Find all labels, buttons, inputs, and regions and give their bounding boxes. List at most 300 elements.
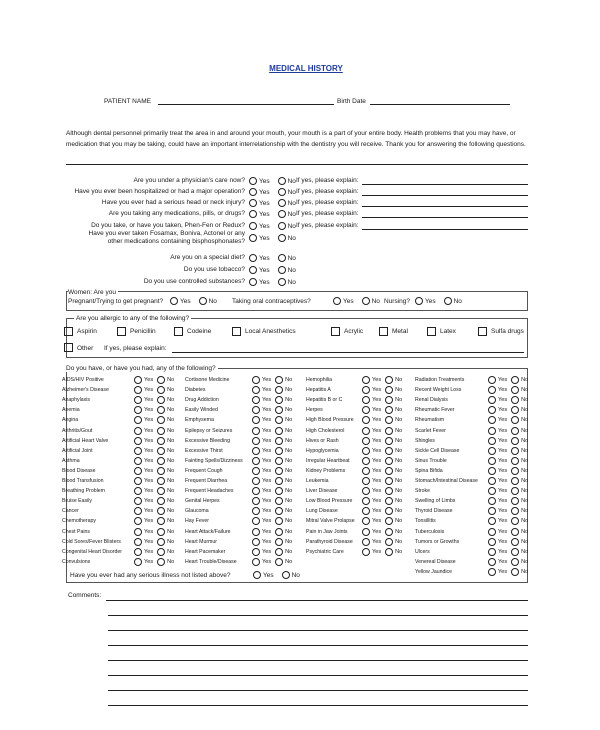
condition-1-9-no-radio[interactable] [275,467,283,475]
condition-1-6-no-radio[interactable] [275,437,283,445]
allergy-0-checkbox[interactable] [64,327,73,336]
condition-1-0-yes-radio[interactable] [252,376,260,384]
condition-1-8-yes-radio[interactable] [252,457,260,465]
comment-line[interactable] [108,630,528,631]
comment-line[interactable] [108,690,528,691]
condition-2-2-yes-radio[interactable] [362,396,370,404]
condition-1-16-no-radio[interactable] [275,538,283,546]
condition-1-3-options [252,406,292,414]
condition-0-11-yes-radio[interactable] [134,487,142,495]
condition-0-18-options [134,558,174,566]
yes-label: Yes [372,488,382,495]
condition-2-9-no-radio[interactable] [385,467,393,475]
allergy-4-checkbox[interactable] [331,327,340,336]
condition-0-7-no-radio[interactable] [157,447,165,455]
condition-2-5-options [362,427,402,435]
condition-3-1-no-radio[interactable] [511,386,519,394]
condition-1-14-yes-radio[interactable] [252,517,260,525]
condition-1-12-no-radio[interactable] [275,497,283,505]
condition-2-12-yes-radio[interactable] [362,497,370,505]
condition-2-13-no-radio[interactable] [385,507,393,515]
condition-0-1-options [134,386,174,394]
condition-1-10-options [252,477,292,485]
condition-3-0-yes-radio[interactable] [488,376,496,384]
condition-2-16-yes-radio[interactable] [362,538,370,546]
comment-line[interactable] [108,645,528,646]
allergy-2-checkbox[interactable] [174,327,183,336]
condition-0-4-no-radio[interactable] [157,416,165,424]
condition-2-3-no-radio[interactable] [385,406,393,414]
condition-label: Glaucoma [185,508,209,515]
yes-label: Yes [259,222,270,230]
condition-2-15-yes-radio[interactable] [362,528,370,536]
condition-0-10-yes-radio[interactable] [134,477,142,485]
condition-label: Scarlet Fever [415,427,446,434]
no-label: No [395,407,403,414]
condition-3-17-no-radio[interactable] [511,548,519,556]
pregnant-yes-radio[interactable] [170,297,178,305]
condition-label: Epilepsy or Seizures [185,427,233,434]
no-label: No [285,387,293,394]
contraceptives-no-radio[interactable] [362,297,370,305]
condition-3-12-yes-radio[interactable] [488,497,496,505]
condition-1-15-yes-radio[interactable] [252,528,260,536]
condition-3-6-options [488,437,528,445]
condition-3-10-no-radio[interactable] [511,477,519,485]
nursing-no-radio[interactable] [444,297,452,305]
condition-3-7-no-radio[interactable] [511,447,519,455]
condition-2-6-yes-radio[interactable] [362,437,370,445]
allergy-other-checkbox[interactable] [64,343,73,352]
condition-label: Stomach/Intestinal Disease [415,478,478,484]
condition-label: Frequent Diarrhea [185,478,228,484]
no-label: No [285,447,293,454]
condition-2-16-no-radio[interactable] [385,538,393,546]
condition-2-17-yes-radio[interactable] [362,548,370,556]
condition-label: Cold Sores/Fever Blisters [62,538,121,545]
yes-label: Yes [498,538,508,545]
condition-3-0-no-radio[interactable] [511,376,519,384]
condition-3-3-yes-radio[interactable] [488,406,496,414]
condition-3-13-no-radio[interactable] [511,507,519,515]
condition-3-10-yes-radio[interactable] [488,477,496,485]
condition-3-2-no-radio[interactable] [511,396,519,404]
condition-label: Stroke [415,488,430,495]
condition-3-15-no-radio[interactable] [511,528,519,536]
condition-1-11-no-radio[interactable] [275,487,283,495]
condition-label: Swelling of Limbs [415,498,456,505]
condition-3-15-options [488,528,528,536]
condition-label: Spina Bifida [415,467,443,474]
condition-1-15-no-radio[interactable] [275,528,283,536]
condition-0-6-no-radio[interactable] [157,437,165,445]
condition-3-6-yes-radio[interactable] [488,437,496,445]
condition-0-18-yes-radio[interactable] [134,558,142,566]
condition-label: Tuberculosis [415,528,445,535]
condition-2-6-no-radio[interactable] [385,437,393,445]
condition-0-8-yes-radio[interactable] [134,457,142,465]
no-label: No [395,478,403,484]
condition-3-9-yes-radio[interactable] [488,467,496,475]
condition-label: Blood Disease [62,467,96,474]
patient-name-field[interactable] [158,104,334,105]
condition-1-10-yes-radio[interactable] [252,477,260,485]
condition-label: Congenital Heart Disorder [62,548,122,555]
condition-2-0-yes-radio[interactable] [362,376,370,384]
allergy-6-checkbox[interactable] [427,327,436,336]
question-2-yes-radio[interactable] [249,199,257,207]
condition-0-0-no-radio[interactable] [157,376,165,384]
condition-0-5-yes-radio[interactable] [134,427,142,435]
question-7-no-radio[interactable] [278,266,286,274]
allergy-4-label: Acrylic [344,328,364,335]
condition-2-8-no-radio[interactable] [385,457,393,465]
condition-2-7-yes-radio[interactable] [362,447,370,455]
pregnant-options [170,297,217,305]
allergy-other-explain-label: If yes, please explain: [104,345,167,352]
condition-3-11-no-radio[interactable] [511,487,519,495]
no-label: No [167,558,175,565]
question-7-yes-radio[interactable] [249,266,257,274]
condition-3-8-yes-radio[interactable] [488,457,496,465]
condition-3-4-yes-radio[interactable] [488,416,496,424]
question-8-yes-radio[interactable] [249,278,257,286]
condition-2-14-no-radio[interactable] [385,517,393,525]
condition-3-3-no-radio[interactable] [511,406,519,414]
condition-1-1-yes-radio[interactable] [252,386,260,394]
condition-2-15-no-radio[interactable] [385,528,393,536]
condition-label: Shingles [415,437,435,444]
condition-1-7-yes-radio[interactable] [252,447,260,455]
condition-1-7-no-radio[interactable] [275,447,283,455]
condition-3-14-yes-radio[interactable] [488,517,496,525]
condition-2-0-no-radio[interactable] [385,376,393,384]
condition-2-13-yes-radio[interactable] [362,507,370,515]
condition-2-5-yes-radio[interactable] [362,427,370,435]
pregnant-question: Pregnant/Trying to get pregnant? [68,298,164,305]
condition-3-19-no-radio[interactable] [511,568,519,576]
condition-0-16-options [134,538,174,546]
no-label: No [167,538,175,545]
condition-0-9-yes-radio[interactable] [134,467,142,475]
yes-label: Yes [262,387,272,394]
yes-label: Yes [144,417,154,424]
allergy-3-checkbox[interactable] [232,327,241,336]
yes-label: Yes [262,548,272,555]
condition-0-5-no-radio[interactable] [157,427,165,435]
question-4-no-radio[interactable] [278,222,286,230]
yes-label: Yes [144,387,154,394]
condition-3-6-no-radio[interactable] [511,437,519,445]
no-label: No [285,397,293,404]
condition-label: Heart Trouble/Disease [185,558,237,565]
condition-0-14-no-radio[interactable] [157,517,165,525]
condition-3-5-yes-radio[interactable] [488,427,496,435]
condition-0-4-yes-radio[interactable] [134,416,142,424]
condition-3-19-yes-radio[interactable] [488,568,496,576]
condition-1-13-no-radio[interactable] [275,507,283,515]
no-label: No [521,498,529,505]
comment-line[interactable] [108,705,528,706]
yes-label: Yes [262,467,272,474]
contraceptives-yes-radio[interactable] [333,297,341,305]
condition-3-17-yes-radio[interactable] [488,548,496,556]
condition-1-12-yes-radio[interactable] [252,497,260,505]
condition-2-6-options [362,437,402,445]
no-label: No [285,437,293,444]
condition-0-15-no-radio[interactable] [157,528,165,536]
comment-line[interactable] [108,660,528,661]
condition-0-3-yes-radio[interactable] [134,406,142,414]
condition-label: Mitral Valve Prolapse [306,518,355,525]
question-0-yes-radio[interactable] [249,177,257,185]
question-0-no-radio[interactable] [278,177,286,185]
condition-0-1-no-radio[interactable] [157,386,165,394]
condition-0-17-yes-radio[interactable] [134,548,142,556]
allergy-1-checkbox[interactable] [117,327,126,336]
condition-1-5-no-radio[interactable] [275,427,283,435]
condition-0-16-no-radio[interactable] [157,538,165,546]
condition-1-4-no-radio[interactable] [275,416,283,424]
nursing-yes-radio[interactable] [415,297,423,305]
question-0-explain-field[interactable] [362,184,528,185]
condition-0-1-yes-radio[interactable] [134,386,142,394]
question-5-options [249,234,296,242]
condition-3-11-yes-radio[interactable] [488,487,496,495]
no-label: No [521,407,529,414]
question-1-yes-radio[interactable] [249,188,257,196]
condition-0-9-no-radio[interactable] [157,467,165,475]
condition-1-17-yes-radio[interactable] [252,548,260,556]
condition-2-3-yes-radio[interactable] [362,406,370,414]
allergies-label: Are you allergic to any of the following? [76,315,190,322]
condition-2-10-yes-radio[interactable] [362,477,370,485]
condition-1-2-options [252,396,292,404]
condition-3-2-yes-radio[interactable] [488,396,496,404]
question-2-no-radio[interactable] [278,199,286,207]
allergy-other-explain-field[interactable] [172,352,524,353]
allergy-7-checkbox[interactable] [478,327,487,336]
condition-label: Recent Weight Loss [415,387,462,394]
question-4-explain-field[interactable] [362,229,528,230]
condition-3-18-yes-radio[interactable] [488,558,496,566]
condition-3-8-no-radio[interactable] [511,457,519,465]
condition-0-6-yes-radio[interactable] [134,437,142,445]
condition-label: High Blood Pressure [306,417,354,424]
condition-2-1-no-radio[interactable] [385,386,393,394]
condition-2-11-yes-radio[interactable] [362,487,370,495]
question-4-yes-radio[interactable] [249,222,257,230]
condition-label: Liver Disease [306,488,338,495]
condition-0-13-no-radio[interactable] [157,507,165,515]
condition-0-2-yes-radio[interactable] [134,396,142,404]
no-label: No [285,488,293,495]
question-2-explain-field[interactable] [362,206,528,207]
yes-label: Yes [263,571,274,579]
serious-illness-yes-radio[interactable] [253,571,261,579]
condition-1-15-options [252,528,292,536]
condition-1-8-no-radio[interactable] [275,457,283,465]
condition-0-16-yes-radio[interactable] [134,538,142,546]
condition-3-12-no-radio[interactable] [511,497,519,505]
yes-label: Yes [498,498,508,505]
birth-date-field[interactable] [370,104,510,105]
condition-2-10-no-radio[interactable] [385,477,393,485]
condition-0-11-options [134,487,174,495]
condition-2-1-yes-radio[interactable] [362,386,370,394]
condition-2-11-no-radio[interactable] [385,487,393,495]
condition-0-12-yes-radio[interactable] [134,497,142,505]
condition-1-7-options [252,447,292,455]
condition-1-5-yes-radio[interactable] [252,427,260,435]
condition-1-0-no-radio[interactable] [275,376,283,384]
condition-1-18-no-radio[interactable] [275,558,283,566]
condition-label: Heart Murmur [185,538,217,545]
question-8-no-radio[interactable] [278,278,286,286]
condition-2-12-no-radio[interactable] [385,497,393,505]
condition-0-11-no-radio[interactable] [157,487,165,495]
condition-3-18-no-radio[interactable] [511,558,519,566]
condition-1-2-yes-radio[interactable] [252,396,260,404]
yes-label: Yes [372,518,382,525]
condition-2-17-no-radio[interactable] [385,548,393,556]
condition-1-1-no-radio[interactable] [275,386,283,394]
condition-1-1-options [252,386,292,394]
condition-2-5-no-radio[interactable] [385,427,393,435]
question-8-text: Do you use controlled substances? [143,278,245,285]
women-label: Women: Are you [68,289,116,296]
condition-2-9-yes-radio[interactable] [362,467,370,475]
condition-2-2-no-radio[interactable] [385,396,393,404]
condition-3-0-options [488,376,528,384]
no-label: No [285,407,293,414]
condition-label: Sinus Trouble [415,457,447,464]
condition-0-9-options [134,467,174,475]
condition-3-1-yes-radio[interactable] [488,386,496,394]
condition-0-17-no-radio[interactable] [157,548,165,556]
condition-1-18-yes-radio[interactable] [252,558,260,566]
condition-3-13-yes-radio[interactable] [488,507,496,515]
condition-0-7-yes-radio[interactable] [134,447,142,455]
condition-0-10-no-radio[interactable] [157,477,165,485]
condition-1-4-yes-radio[interactable] [252,416,260,424]
yes-label: Yes [498,437,508,444]
contraceptives-question: Taking oral contraceptives? [232,298,311,305]
condition-1-17-no-radio[interactable] [275,548,283,556]
condition-1-13-yes-radio[interactable] [252,507,260,515]
yes-label: Yes [180,297,191,305]
no-label: No [287,234,296,242]
condition-0-18-no-radio[interactable] [157,558,165,566]
question-1-explain-field[interactable] [362,195,528,196]
no-label: No [285,508,293,515]
condition-0-13-yes-radio[interactable] [134,507,142,515]
condition-1-6-yes-radio[interactable] [252,437,260,445]
serious-illness-no-radio[interactable] [282,571,290,579]
condition-1-14-no-radio[interactable] [275,517,283,525]
condition-3-14-no-radio[interactable] [511,517,519,525]
condition-3-15-yes-radio[interactable] [488,528,496,536]
yes-label: Yes [262,498,272,505]
comment-line[interactable] [108,615,528,616]
no-label: No [291,571,300,579]
condition-0-0-yes-radio[interactable] [134,376,142,384]
condition-0-15-yes-radio[interactable] [134,528,142,536]
no-label: No [285,558,293,565]
question-1-no-radio[interactable] [278,188,286,196]
condition-3-5-no-radio[interactable] [511,427,519,435]
yes-label: Yes [144,508,154,515]
condition-0-14-yes-radio[interactable] [134,517,142,525]
condition-3-7-yes-radio[interactable] [488,447,496,455]
no-label: No [287,199,296,207]
condition-2-7-no-radio[interactable] [385,447,393,455]
condition-0-8-no-radio[interactable] [157,457,165,465]
yes-label: Yes [372,548,382,555]
condition-3-16-yes-radio[interactable] [488,538,496,546]
question-3-options [249,210,296,218]
yes-label: Yes [144,467,154,474]
condition-3-4-no-radio[interactable] [511,416,519,424]
condition-1-3-yes-radio[interactable] [252,406,260,414]
yes-label: Yes [498,457,508,464]
yes-label: Yes [262,528,272,535]
condition-3-16-no-radio[interactable] [511,538,519,546]
no-label: No [167,417,175,424]
condition-1-2-no-radio[interactable] [275,396,283,404]
no-label: No [167,397,175,404]
condition-2-1-options [362,386,402,394]
yes-label: Yes [144,548,154,555]
condition-3-9-no-radio[interactable] [511,467,519,475]
condition-label: Artificial Joint [62,447,93,454]
question-3-explain-field[interactable] [362,217,528,218]
condition-1-10-no-radio[interactable] [275,477,283,485]
condition-1-9-yes-radio[interactable] [252,467,260,475]
comment-line[interactable] [108,675,528,676]
condition-1-3-no-radio[interactable] [275,406,283,414]
pregnant-no-radio[interactable] [199,297,207,305]
yes-label: Yes [498,518,508,525]
condition-1-16-yes-radio[interactable] [252,538,260,546]
condition-0-2-no-radio[interactable] [157,396,165,404]
allergy-5-checkbox[interactable] [379,327,388,336]
condition-label: AIDS/HIV Positive [62,377,104,383]
yes-label: Yes [372,427,382,434]
comment-line[interactable] [106,600,528,601]
question-3-no-radio[interactable] [278,210,286,218]
condition-label: Hepatitis B or C [306,397,343,404]
condition-label: Fainting Spells/Dizziness [185,457,243,464]
condition-2-14-yes-radio[interactable] [362,517,370,525]
condition-2-4-no-radio[interactable] [385,416,393,424]
condition-2-4-yes-radio[interactable] [362,416,370,424]
condition-2-8-yes-radio[interactable] [362,457,370,465]
question-3-yes-radio[interactable] [249,210,257,218]
no-label: No [285,467,293,474]
question-6-yes-radio[interactable] [249,254,257,262]
question-5-no-radio[interactable] [278,234,286,242]
condition-label: Blood Transfusion [62,478,104,484]
condition-0-3-no-radio[interactable] [157,406,165,414]
question-5-yes-radio[interactable] [249,234,257,242]
question-6-no-radio[interactable] [278,254,286,262]
condition-1-11-yes-radio[interactable] [252,487,260,495]
condition-0-12-no-radio[interactable] [157,497,165,505]
no-label: No [167,478,175,484]
yes-label: Yes [498,528,508,535]
question-3-text: Are you taking any medications, pills, or drugs? [108,210,245,217]
